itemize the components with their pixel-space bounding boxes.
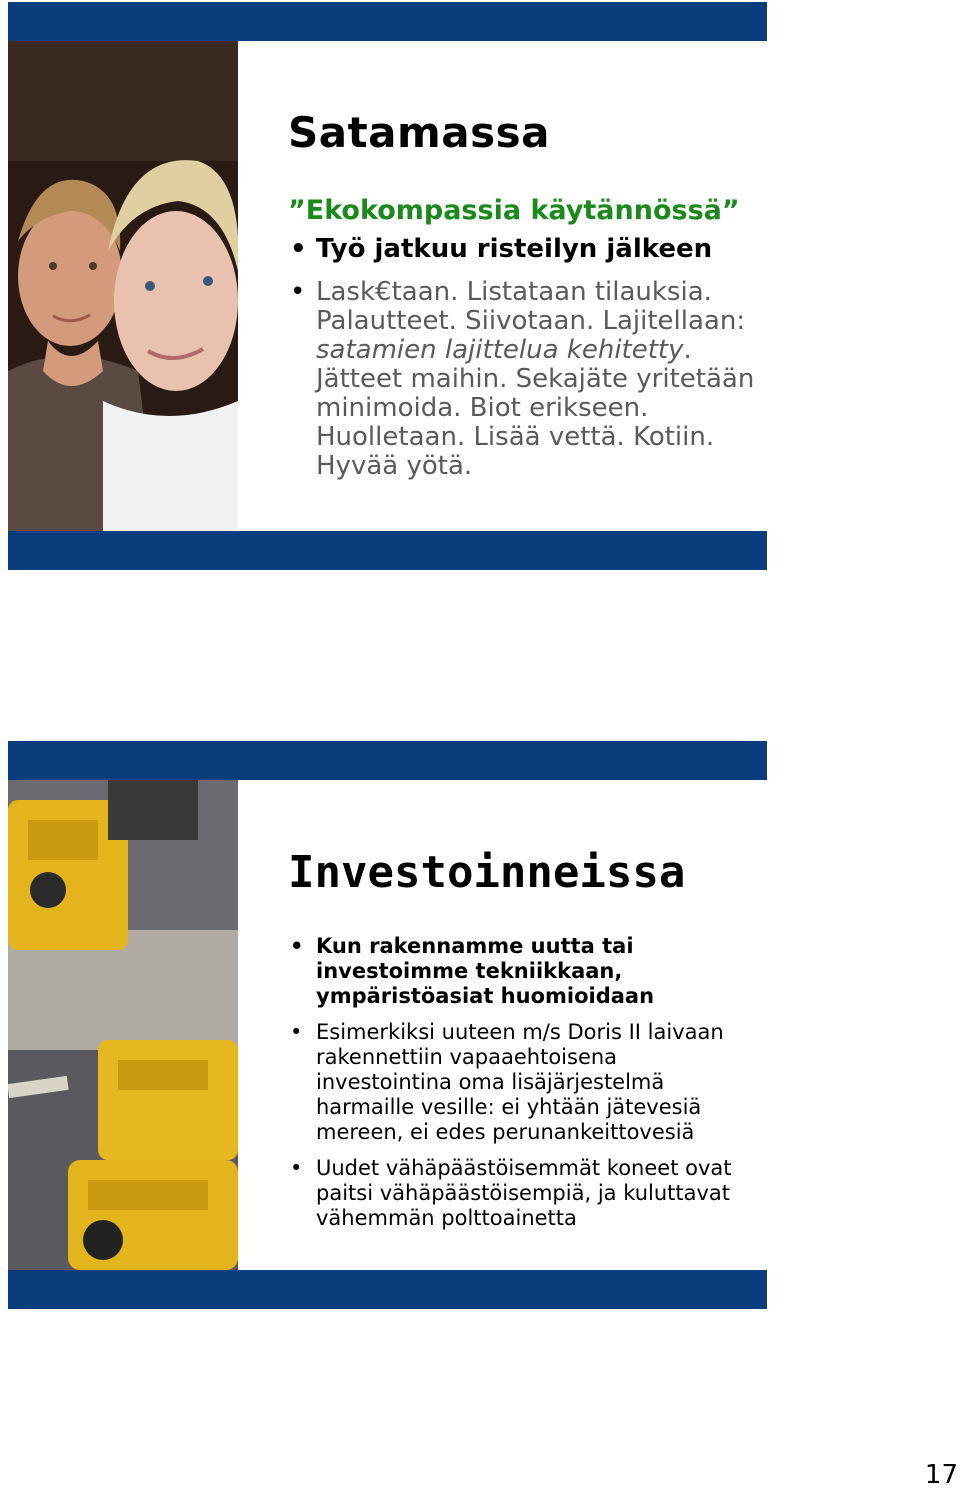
bullet-item xyxy=(288,278,758,481)
bullet-item: • Esimerkiksi uuteen m/s Doris II laivaan rakennettiin vapaaehtoisena investointina oma lisäjärjestelmä harmaille vesille: ei yhtään jätevesiä mereen, ei edes perunankeittovesiä xyxy=(288,1020,758,1145)
slide-header-bar xyxy=(8,741,767,780)
page-number: 17 xyxy=(924,1460,958,1490)
bullet-item: • Kun rakennamme uutta tai investoimme tekniikkaan, ympäristöasiat huomioidaan xyxy=(288,934,758,1009)
slide-investoinneissa xyxy=(8,741,767,1309)
slide-satamassa xyxy=(8,2,767,570)
slide-header-bar xyxy=(8,2,767,41)
slide-title: Satamassa xyxy=(288,108,550,157)
bullet-list xyxy=(288,934,758,1242)
bullet-list xyxy=(288,235,758,495)
ship-engines-photo xyxy=(8,780,238,1270)
bullet-text-italic: satamien lajittelua kehitetty xyxy=(316,335,684,365)
slide-title: Investoinneissa xyxy=(288,847,686,898)
slide-footer-bar xyxy=(8,531,767,570)
bullet-text: . Jätteet maihin. Sekajäte yritetään minimoida. Biot erikseen. Huolletaan. Lisää vettä. Kotiin. Hyvää yötä. xyxy=(316,335,755,481)
two-women-photo xyxy=(8,41,238,531)
bullet-text: Lask€taan. Listataan tilauksia. Palautteet. Siivotaan. Lajitellaan: xyxy=(316,277,746,336)
slide-footer-bar xyxy=(8,1270,767,1309)
bullet-item: • Uudet vähäpäästöisemmät koneet ovat paitsi vähäpäästöisempiä, ja kuluttavat vähemmän polttoainetta xyxy=(288,1156,758,1231)
slide-subtitle: ”Ekokompassia käytännössä” xyxy=(288,195,740,226)
bullet-item: • Työ jatkuu risteilyn jälkeen xyxy=(288,235,758,264)
